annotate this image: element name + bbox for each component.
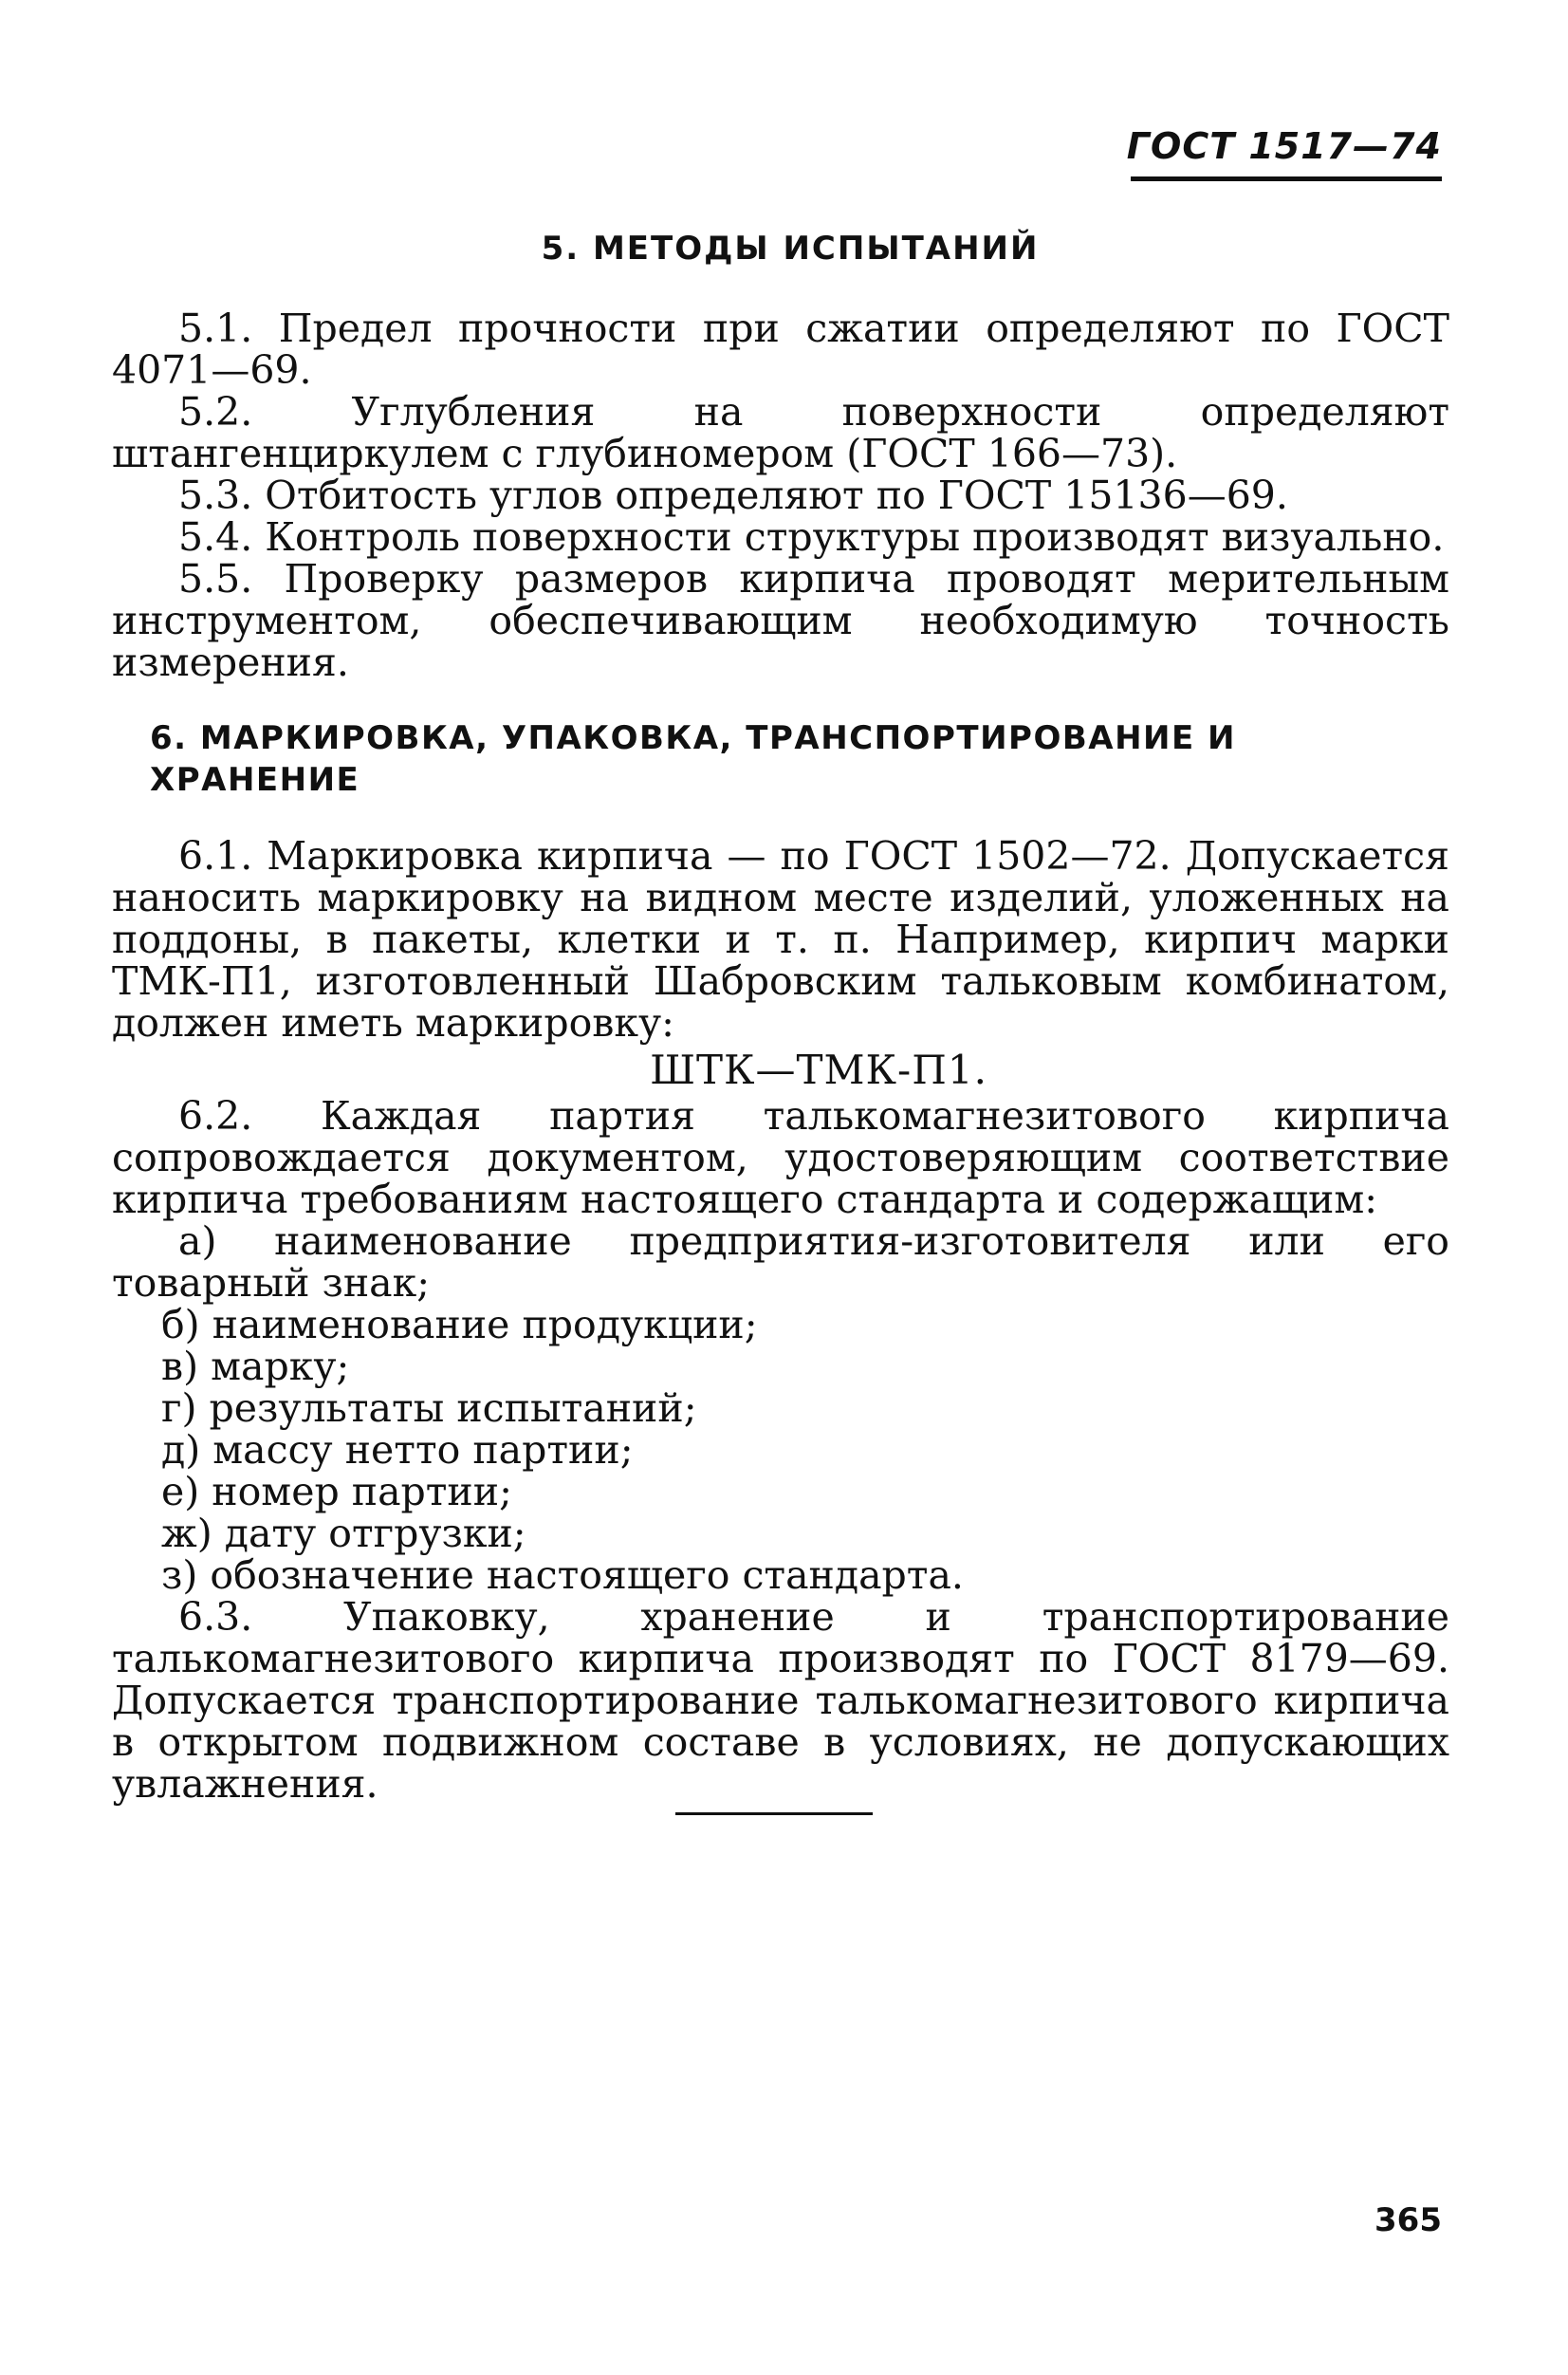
paragraph-5-4: 5.4. Контроль поверхности структуры производят визуально. [178,514,1445,560]
section-6-title: 6. МАРКИРОВКА, УПАКОВКА, ТРАНСПОРТИРОВАНИЕ И ХРАНЕНИЕ [150,719,1237,799]
paragraph-5-5: 5.5. Проверку размеров кирпича проводят мерительным инструментом, обеспечивающим необходимую точность измерения. [112,556,1449,685]
paragraph-5-3: 5.3. Отбитость углов определяют по ГОСТ 15136—69. [178,473,1288,518]
paragraph-5-1: 5.1. Предел прочности при сжатии определяют по ГОСТ 4071—69. [112,306,1449,393]
running-head: ГОСТ 1517—74 [1126,125,1442,167]
end-rule [675,1812,873,1815]
list-item: ж) дату отгрузки; [161,1511,526,1556]
page-number: 365 [1374,2201,1442,2239]
list-item: з) обозначение настоящего стандарта. [161,1552,964,1598]
paragraph-6-3: 6.3. Упаковку, хранение и транспортирование талькомагнезитового кирпича производят по ГОСТ 8179—69. Допускается транспортирование талькомагнезитового кирпича в открытом подвижном составе в условиях, не допускающих увлажнения. [112,1594,1449,1807]
list-item: е) номер партии; [161,1469,512,1514]
marking-example: ШТК—ТМК-П1. [650,1047,987,1093]
list-item: в) марку; [161,1344,350,1389]
paragraph-5-2: 5.2. Углубления на поверхности определяют штангенциркулем с глубиномером (ГОСТ 166—73). [112,389,1449,476]
section-5-title: 5. МЕТОДЫ ИСПЫТАНИЙ [541,230,1040,268]
list-item: б) наименование продукции; [161,1302,758,1347]
paragraph-6-2: 6.2. Каждая партия талькомагнезитового кирпича сопровождается документом, удостоверяющим соответствие кирпича требованиям настоящего стандарта и содержащим: [112,1093,1449,1222]
paragraph-6-1: 6.1. Маркировка кирпича — по ГОСТ 1502—72. Допускается наносить маркировку на видном месте изделий, уложенных на поддоны, в пакеты, клетки и т. п. Например, кирпич марки ТМК-П1, изготовленный Шабровским тальковым комбинатом, должен иметь маркировку: [112,833,1449,1046]
list-item: г) результаты испытаний; [161,1385,697,1431]
header-rule [1131,176,1442,181]
list-item: а) наименование предприятия-изготовителя или его товарный знак; [112,1218,1449,1306]
body-text [112,228,1449,1805]
list-item: д) массу нетто партии; [161,1427,634,1473]
contents-list [112,1220,1449,1596]
